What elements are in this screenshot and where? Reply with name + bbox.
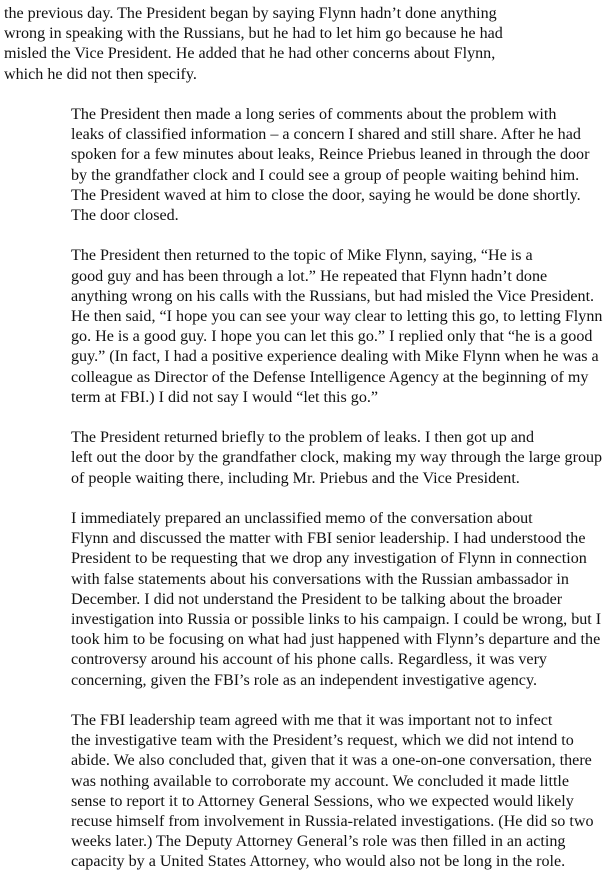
text-line: He then said, “I hope you can see your way clear to letting this go, to letting Flynn [71, 308, 603, 326]
text-line: The President waved at him to close the door, saying he would be done shortly. [71, 186, 581, 204]
text-line: recuse himself from involvement in Russia-related investigations. (He did so two [71, 813, 594, 831]
paragraph-1 [4, 4, 604, 85]
text-line: leaks of classified information – a concern I shared and still share. After he had [71, 126, 581, 144]
text-line: President to be requesting that we drop any investigation of Flynn in connection [71, 550, 587, 568]
text-line: abide. We also concluded that, given that it was a one-on-one conversation, there [71, 752, 592, 770]
text-line: Flynn and discussed the matter with FBI senior leadership. I had understood the [71, 530, 586, 548]
text-line: controversy around his account of his phone calls. Regardless, it was very [71, 651, 547, 669]
text-line: The President then made a long series of comments about the problem with [71, 106, 557, 123]
paragraph-2 [4, 105, 604, 226]
text-line: The President then returned to the topic of Mike Flynn, saying, “He is a [71, 247, 533, 265]
text-line: The door closed. [71, 207, 179, 225]
text-line: left out the door by the grandfather clock, making my way through the large group [71, 449, 603, 467]
text-line: capacity by a United States Attorney, who would also not be long in the role. [71, 853, 566, 871]
text-line: sense to report it to Attorney General Sessions, who we expected would likely [71, 792, 574, 810]
text-line: concerning, given the FBI’s role as an independent investigative agency. [71, 671, 537, 689]
text-line: wrong in speaking with the Russians, but he had to let him go because he had [4, 25, 503, 43]
text-line: which he did not then specify. [4, 65, 197, 83]
text-line: go. He is a good guy. I hope you can let this go.” I replied only that “he is a good [71, 328, 593, 346]
text-line: December. I did not understand the President to be talking about the broader [71, 590, 563, 608]
paragraph-5 [4, 509, 604, 691]
text-line: misled the Vice President. He added that he had other concerns about Flynn, [4, 45, 496, 63]
paragraph-4 [4, 428, 604, 489]
text-line: was nothing available to corroborate my account. We concluded it made little [71, 772, 570, 790]
text-line: took him to be focusing on what had just happened with Flynn’s departure and the [71, 631, 601, 649]
text-line: weeks later.) The Deputy Attorney General’s role was then filled in an acting [71, 833, 566, 851]
text-line: guy.” (In fact, I had a positive experience dealing with Mike Flynn when he was a [71, 348, 599, 366]
text-line: The FBI leadership team agreed with me that it was important not to infect [71, 712, 553, 730]
text-line: of people waiting there, including Mr. Priebus and the Vice President. [71, 469, 520, 487]
paragraph-3 [4, 246, 604, 408]
text-line: The President returned briefly to the problem of leaks. I then got up and [71, 429, 535, 447]
text-line: spoken for a few minutes about leaks, Reince Priebus leaned in through the door [71, 146, 590, 164]
paragraph-6 [4, 711, 604, 873]
text-line: colleague as Director of the Defense Intelligence Agency at the beginning of my [71, 368, 589, 386]
text-line: by the grandfather clock and I could see a group of people waiting behind him. [71, 166, 580, 184]
text-line: the previous day. The President began by saying Flynn hadn’t done anything [4, 5, 497, 22]
text-line: anything wrong on his calls with the Russians, but had misled the Vice President. [71, 287, 595, 305]
text-line: term at FBI.) I did not say I would “let this go.” [71, 388, 379, 406]
text-line: the investigative team with the President’s request, which we did not intend to [71, 732, 574, 750]
text-line: good guy and has been through a lot.” He repeated that Flynn hadn’t done [71, 267, 548, 285]
document-body [4, 4, 604, 873]
text-line: investigation into Russia or possible links to his campaign. I could be wrong, but I [71, 611, 602, 629]
text-line: with false statements about his conversations with the Russian ambassador in [71, 570, 569, 588]
text-line: I immediately prepared an unclassified memo of the conversation about [71, 510, 533, 528]
